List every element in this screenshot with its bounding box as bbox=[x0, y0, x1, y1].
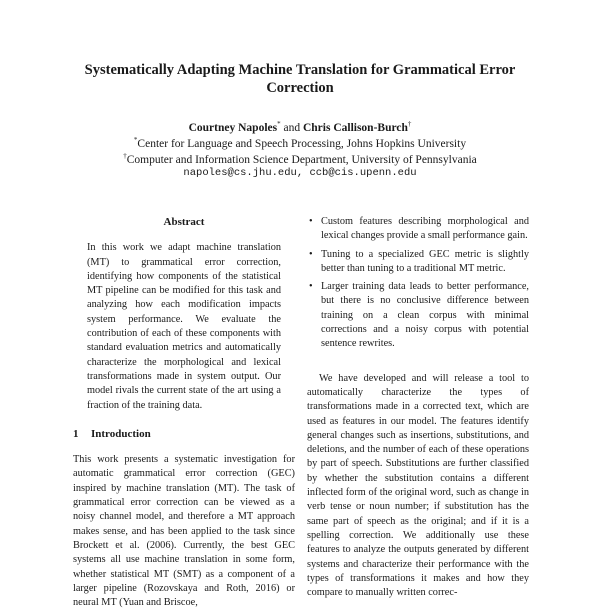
list-item bbox=[309, 215, 529, 244]
bullet-icon: • bbox=[309, 281, 313, 293]
author-name: Courtney Napoles bbox=[188, 121, 278, 134]
list-item-text: Custom features describing morphological and lexical changes provide a small performance gain. bbox=[321, 216, 529, 242]
list-item bbox=[309, 280, 529, 351]
affiliation-text: Center for Language and Speech Processing, Johns Hopkins University bbox=[137, 137, 467, 150]
section-title: Introduction bbox=[91, 427, 151, 440]
list-item-text: Larger training data leads to better performance, but there is no conclusive difference between training on a clean corpus with minimal corrections and a noisy corpus with potential sentence rewrites. bbox=[321, 281, 529, 350]
abstract-heading: Abstract bbox=[163, 216, 205, 228]
affiliation-mark: * bbox=[133, 136, 138, 144]
bullet-icon: • bbox=[309, 248, 313, 260]
section-heading bbox=[73, 427, 295, 441]
body-paragraph: We have developed and will release a tool to automatically characterize the types of transformations made in a corrected text, which are used as features in our model. The features identify general changes such as insertions, substitutions, and deletions, and the number of each of these operations by part of speech. Substitutions are further classified by whether the substitution contains a different inflected form of the original word, such as change in verb tense or noun number; if substitution has the same part of speech as the original; and if it is a spelling correction. We additionally use these features to analyze the outputs generated by different systems and characterize their performance with the types of transformations it makes and how they compare to manually written correc- bbox=[307, 372, 529, 599]
affiliation-text: Computer and Information Science Department, University of Pennsylvania bbox=[126, 153, 477, 166]
author-emails[interactable]: napoles@cs.jhu.edu, ccb@cis.upenn.edu bbox=[183, 167, 417, 179]
author-name: Chris Callison-Burch bbox=[302, 121, 408, 134]
email-line bbox=[60, 164, 540, 181]
author-conjunction: and bbox=[283, 121, 301, 134]
author-mark: † bbox=[407, 120, 412, 128]
findings-list bbox=[307, 215, 529, 352]
section-number: 1 bbox=[73, 427, 79, 440]
affiliation-mark: † bbox=[123, 152, 127, 160]
list-item-text: Tuning to a specialized GEC metric is slightly better than tuning to a traditional MT metric. bbox=[321, 248, 529, 274]
right-column bbox=[307, 215, 529, 600]
author-mark: * bbox=[277, 120, 281, 128]
paper-title: Systematically Adapting Machine Translation for Grammatical Error Correction bbox=[84, 62, 516, 96]
bullet-icon: • bbox=[309, 216, 313, 227]
abstract-text: In this work we adapt machine translation (MT) to grammatical error correction, identifying how components of the statistical MT pipeline can be modified for this task and analyzing how each modification impacts system performance. We evaluate the contribution of each of these components with standard evaluation metrics and automatically characterize the morphological and lexical transformations made in system output. Our model rivals the current state of the art using a fraction of the training data. bbox=[87, 242, 281, 411]
left-column bbox=[73, 215, 295, 610]
list-item bbox=[309, 248, 529, 277]
introduction-text: This work presents a systematic investigation for automatic grammatical error correction (GEC) inspired by machine translation (MT). The task of grammatical error correction can be viewed as a noisy channel model, and therefore a MT approach makes sense, and has been applied to the task since Brockett et al. (2006). Currently, the best GEC systems all use machine translation in some form, whether statistical MT (SMT) as a component of a larger pipeline (Rozovskaya and Roth, 2016) or neural MT (Yuan and Briscoe, bbox=[73, 454, 295, 609]
